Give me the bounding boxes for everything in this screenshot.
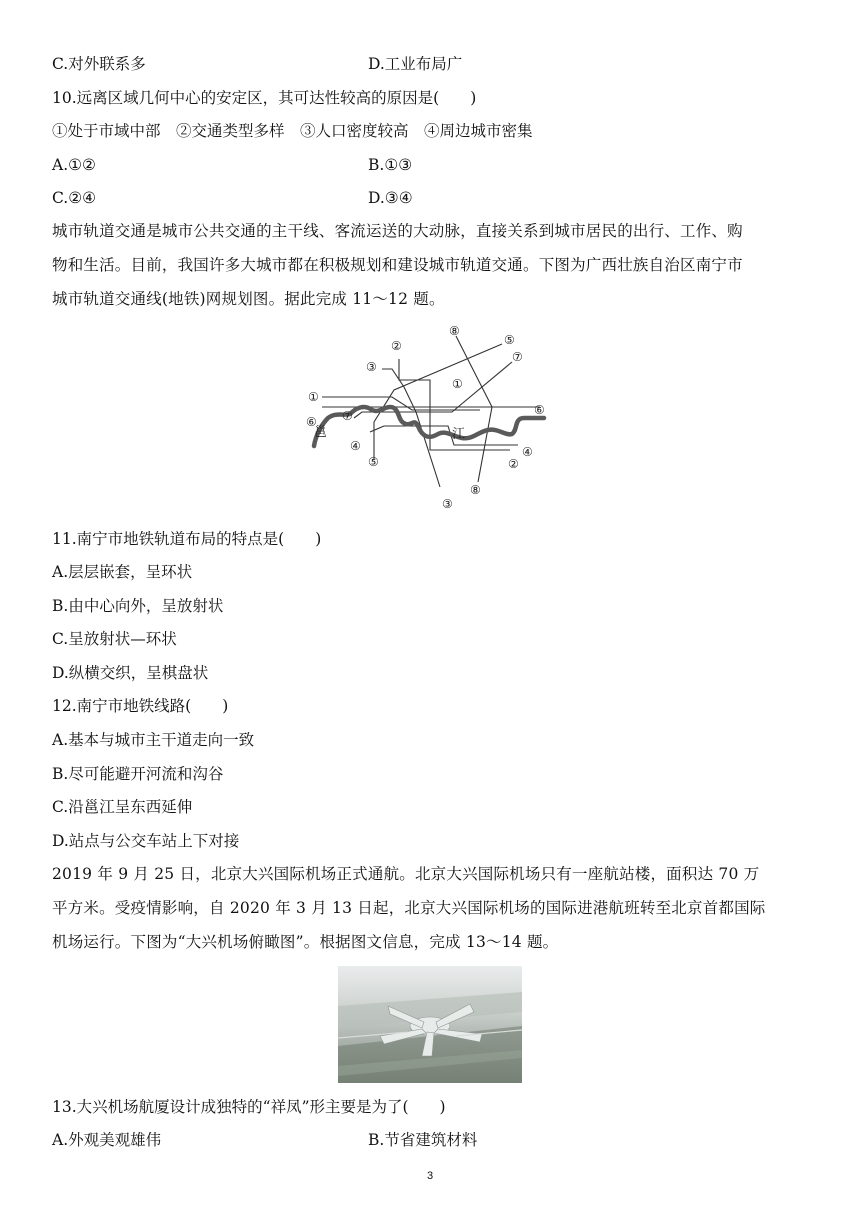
q10-option-d: D.③④ bbox=[368, 189, 413, 207]
q10-items: ①处于市域中部 ②交通类型多样 ③人口密度较高 ④周边城市密集 bbox=[52, 122, 533, 140]
label-line-8-south: ⑧ bbox=[470, 483, 481, 497]
daxing-airport-aerial-photo bbox=[338, 966, 522, 1083]
airport-illustration bbox=[338, 966, 522, 1083]
label-line-5-south: ⑤ bbox=[368, 455, 379, 469]
label-line-1-east: ① bbox=[452, 377, 463, 391]
label-line-3-south: ③ bbox=[442, 497, 453, 511]
page-number: 3 bbox=[426, 1170, 434, 1182]
river-char: 江 bbox=[452, 427, 466, 442]
q13-option-b: B.节省建筑材料 bbox=[368, 1131, 478, 1149]
passage-metro bbox=[52, 214, 812, 316]
label-line-7-west: ⑦ bbox=[342, 409, 353, 423]
q13-stem: 13.大兴机场航厦设计成独特的“祥凤”形主要是为了( ) bbox=[52, 1098, 446, 1116]
label-line-2-north: ② bbox=[391, 339, 402, 353]
q10-option-c: C.②④ bbox=[52, 189, 97, 207]
q12-option-c: C.沿邕江呈东西延伸 bbox=[52, 798, 193, 816]
q10-stem: 10.远离区域几何中心的安定区，其可达性较高的原因是( ) bbox=[52, 89, 477, 107]
label-line-5-north: ⑤ bbox=[504, 333, 515, 347]
passage-airport bbox=[52, 857, 812, 959]
q12-option-d: D.站点与公交车站上下对接 bbox=[52, 832, 240, 850]
label-line-3-north: ③ bbox=[366, 360, 377, 374]
label-line-2-east: ② bbox=[508, 457, 519, 471]
q9-option-d: D.工业布局广 bbox=[368, 55, 463, 73]
q10-option-b: B.①③ bbox=[368, 156, 413, 174]
q11-stem: 11.南宁市地铁轨道布局的特点是( ) bbox=[52, 530, 322, 548]
label-line-4-west: ④ bbox=[350, 439, 361, 453]
label-line-6-west: ⑥ bbox=[306, 415, 317, 429]
q11-option-d: D.纵横交织，呈棋盘状 bbox=[52, 664, 209, 682]
q12-option-b: B.尽可能避开河流和沟谷 bbox=[52, 765, 224, 783]
passage-line: 物和生活。目前，我国许多大城市都在积极规划和建设城市轨道交通。下图为广西壮族自治区南宁市 bbox=[52, 256, 743, 274]
label-line-8-north: ⑧ bbox=[449, 324, 460, 338]
passage-line: 平方米。受疫情影响，自 2020 年 3 月 13 日起，北京大兴国际机场的国际进港航班转至北京首都国际 bbox=[52, 899, 766, 917]
label-line-7-east: ⑦ bbox=[512, 350, 523, 364]
metro-line-5 bbox=[374, 344, 502, 459]
passage-line: 机场运行。下图为“大兴机场俯瞰图”。根据图文信息，完成 13～14 题。 bbox=[52, 933, 559, 951]
metro-line-8 bbox=[456, 336, 492, 482]
q11-option-b: B.由中心向外，呈放射状 bbox=[52, 597, 224, 615]
passage-line: 城市轨道交通是城市公共交通的主干线、客流运送的大动脉，直接关系到城市居民的出行、工作、购 bbox=[52, 222, 743, 240]
q10-option-a: A.①② bbox=[52, 156, 96, 174]
metro-line-3 bbox=[382, 369, 440, 487]
q11-option-c: C.呈放射状—环状 bbox=[52, 630, 177, 648]
q9-option-c: C.对外联系多 bbox=[52, 55, 146, 73]
passage-line: 城市轨道交通线(地铁)网规划图。据此完成 11～12 题。 bbox=[52, 290, 445, 308]
q11-option-a: A.层层嵌套，呈环状 bbox=[52, 563, 193, 581]
label-line-4-east: ④ bbox=[522, 445, 533, 459]
river-char: 邕 bbox=[314, 425, 328, 440]
passage-line: 2019 年 9 月 25 日，北京大兴国际机场正式通航。北京大兴国际机场只有一座航站楼，面积达 70 万 bbox=[52, 865, 760, 883]
q13-option-a: A.外观美观雄伟 bbox=[52, 1131, 162, 1149]
nanning-metro-map bbox=[302, 322, 552, 512]
q12-option-a: A.基本与城市主干道走向一致 bbox=[52, 731, 255, 749]
label-line-1-west: ① bbox=[308, 390, 319, 404]
q12-stem: 12.南宁市地铁线路( ) bbox=[52, 697, 229, 715]
line-labels bbox=[306, 324, 545, 511]
label-line-6-east: ⑥ bbox=[534, 403, 545, 417]
